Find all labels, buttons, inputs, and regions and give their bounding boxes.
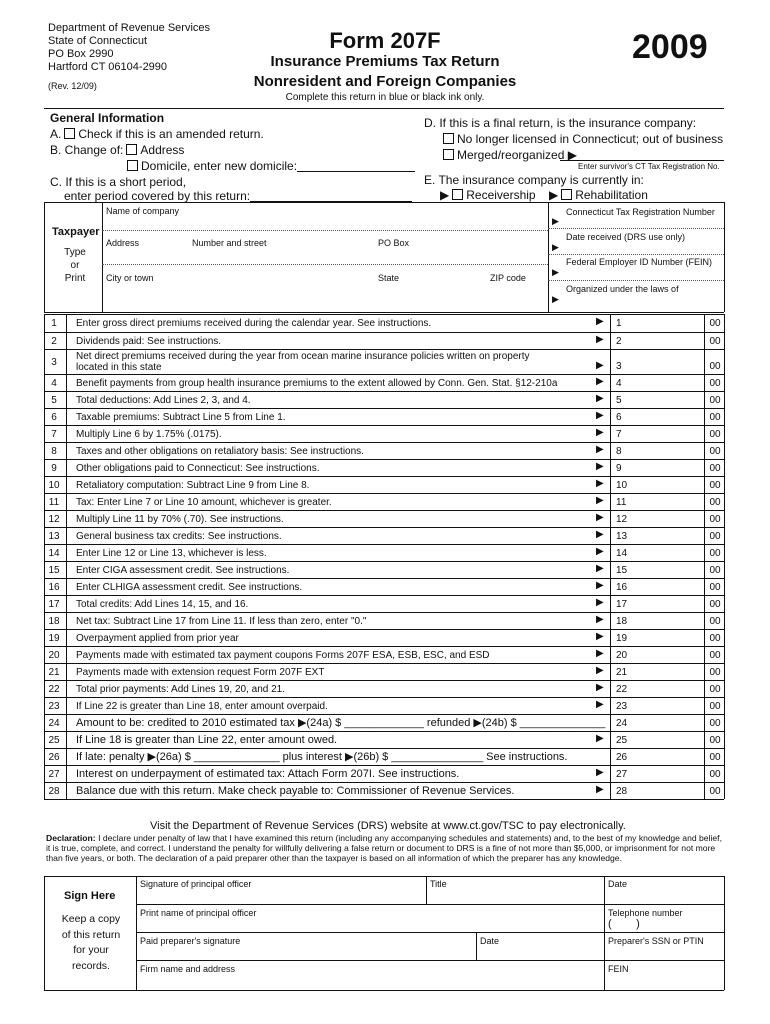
cents: 00 <box>709 531 721 542</box>
line-description: Net direct premiums received during the year from ocean marine insurance policies written on property located in this state <box>76 351 530 373</box>
organized-label: Organized under the laws of <box>566 284 679 294</box>
regno-field[interactable] <box>562 216 722 227</box>
revision: (Rev. 12/09) <box>48 81 97 91</box>
line-number: 12 <box>48 514 60 525</box>
tax-line <box>44 391 724 408</box>
arrow-icon: ▶ <box>552 242 559 252</box>
cents: 00 <box>709 565 721 576</box>
tax-line <box>44 527 724 544</box>
merged-label: Merged/reorganized <box>457 148 565 162</box>
line-description: Enter Line 12 or Line 13, whichever is less. <box>76 548 267 559</box>
form-number: Form 207F <box>329 28 441 53</box>
amount-field[interactable] <box>630 562 702 577</box>
amount-field[interactable] <box>630 333 702 348</box>
tax-line <box>44 697 724 714</box>
tax-line <box>44 493 724 510</box>
survivor-note: Enter survivor's CT Tax Registration No. <box>578 162 720 171</box>
date-label: Date <box>608 879 628 889</box>
tax-line <box>44 646 724 663</box>
address-label: Address <box>106 238 140 248</box>
arrow-icon: ▶ <box>596 334 604 345</box>
line-description: Retaliatory computation: Subtract Line 9 from Line 8. <box>76 480 310 491</box>
cents: 00 <box>709 684 721 695</box>
visit-website: Visit the Department of Revenue Services (DRS) website at www.ct.gov/TSC to pay electronically. <box>150 820 626 832</box>
preparer-signature-label: Paid preparer's signature <box>140 936 241 946</box>
tax-line <box>44 459 724 476</box>
line-description: If Line 18 is greater than Line 22, enter amount owed. <box>76 734 338 746</box>
arrow-icon: ▶ <box>596 512 604 523</box>
preparer-signature-field[interactable] <box>140 946 474 959</box>
arrow-icon: ▶ <box>596 597 604 608</box>
amount-field[interactable] <box>630 409 702 424</box>
amount-field[interactable] <box>630 443 702 458</box>
arrow-icon: ▶ <box>596 546 604 557</box>
cents: 00 <box>709 582 721 593</box>
tax-line <box>44 612 724 629</box>
item-a-label: A. <box>50 127 62 141</box>
dept-address <box>48 22 210 93</box>
keep-line: for your <box>73 944 109 956</box>
preparer-date-field[interactable] <box>480 946 602 959</box>
short-period-label: enter period covered by this return: <box>64 189 251 203</box>
amount-field[interactable] <box>630 698 702 713</box>
declaration-text: I declare under penalty of law that I have examined this return (including any accompanying schedules and statements) and, to the best of my knowledge and belief, it is true, complete, and correct. I understand the penalty for willfully delivering a false return or document to DRS is a fine of not more than $5,000, or imprisonment for not more than five years, or both. The declaration of a paid preparer other than the taxpayer is based on all information of which the preparer has any knowledge. <box>46 833 722 863</box>
amount-field[interactable] <box>630 494 702 509</box>
dept-line: PO Box 2990 <box>48 48 114 60</box>
declaration <box>46 833 726 863</box>
cents: 00 <box>709 480 721 491</box>
preparer-date-label: Date <box>480 936 500 946</box>
arrow-icon: ▶ <box>596 478 604 489</box>
tax-line <box>44 314 724 332</box>
tax-line <box>44 578 724 595</box>
line-box-number: 14 <box>616 548 628 559</box>
cents: 00 <box>709 497 721 508</box>
line-description: Other obligations paid to Connecticut: See instructions. <box>76 463 320 474</box>
line-number: 11 <box>48 497 60 508</box>
telephone-field[interactable]: ( ) <box>608 918 640 930</box>
line-number: 4 <box>51 378 57 389</box>
tax-year: 2009 <box>632 28 708 66</box>
cents: 00 <box>709 735 721 746</box>
keep-line: records. <box>72 959 110 972</box>
line-number: 5 <box>51 395 57 406</box>
change-of <box>50 142 184 158</box>
arrow-icon: ▶ <box>596 733 604 744</box>
arrow-icon: ▶ <box>596 376 604 387</box>
line-box-number: 25 <box>616 735 628 746</box>
line-box-number: 17 <box>616 599 628 610</box>
amended-option[interactable] <box>50 126 264 142</box>
line-number: 27 <box>48 769 60 780</box>
fein-field[interactable] <box>562 267 722 278</box>
dept-line: State of Connecticut <box>48 35 148 47</box>
line-box-number: 7 <box>616 429 622 440</box>
arrow-icon: ▶ <box>596 665 604 676</box>
officer-signature-field[interactable] <box>140 889 424 903</box>
amount-field[interactable] <box>630 732 702 747</box>
form-title-2: Nonresident and Foreign Companies <box>253 73 517 90</box>
line-box-number: 28 <box>616 786 628 797</box>
line-description: Enter gross direct premiums received during the calendar year. See instructions. <box>76 318 432 329</box>
tax-line <box>44 374 724 391</box>
item-b-label: B. Change of: <box>50 143 124 157</box>
line-description: Tax: Enter Line 7 or Line 10 amount, whichever is greater. <box>76 497 332 508</box>
line-box-number: 21 <box>616 667 628 678</box>
line-description: Balance due with this return. Make check payable to: Commissioner of Revenue Services. <box>76 785 515 797</box>
cents: 00 <box>709 633 721 644</box>
tax-line <box>44 408 724 425</box>
merged-checkbox[interactable] <box>443 149 454 160</box>
currently-in-question: E. The insurance company is currently in: <box>424 173 644 187</box>
no-longer-licensed-label: No longer licensed in Connecticut; out of business <box>457 132 724 146</box>
line-description: Amount to be: credited to 2010 estimated tax ▶(24a) $ _____________ refunded ▶(24b) $ ______________ <box>76 717 606 729</box>
amount-field[interactable] <box>630 315 702 331</box>
cents: 00 <box>709 336 721 347</box>
tax-line <box>44 748 724 765</box>
line-box-number: 8 <box>616 446 622 457</box>
arrow-icon: ▶ <box>596 682 604 693</box>
address-checkbox[interactable] <box>126 144 137 155</box>
keep-line: Keep a copy <box>61 913 121 925</box>
form-subtitle <box>240 52 530 92</box>
line-number: 28 <box>48 786 60 797</box>
pobox-label: PO Box <box>378 238 410 248</box>
line-box-number: 2 <box>616 336 622 347</box>
cents: 00 <box>709 463 721 474</box>
tax-line <box>44 544 724 561</box>
preparer-ssn-label: Preparer's SSN or PTIN <box>608 936 704 946</box>
rehabilitation-label: Rehabilitation <box>575 188 648 202</box>
line-description: Interest on underpayment of estimated tax: Attach Form 207I. See instructions. <box>76 768 460 780</box>
amount-field[interactable] <box>630 545 702 560</box>
line-box-number: 3 <box>616 361 622 372</box>
city-state-zip-field[interactable] <box>106 284 546 308</box>
firm-label: Firm name and address <box>140 964 236 974</box>
line-box-number: 24 <box>616 718 628 729</box>
date-received-label: Date received (DRS use only) <box>566 232 686 242</box>
tax-line <box>44 765 724 782</box>
receivership-option <box>440 187 648 203</box>
tax-line <box>44 731 724 748</box>
arrow-icon: ▶ <box>564 148 577 162</box>
state-label: State <box>378 273 400 283</box>
keep-copy-note <box>52 912 130 974</box>
line-box-number: 13 <box>616 531 628 542</box>
line-number: 19 <box>48 633 60 644</box>
cents: 00 <box>709 412 721 423</box>
tax-line <box>44 561 724 578</box>
arrow-icon: ▶ <box>596 614 604 625</box>
amount-field[interactable] <box>630 350 702 373</box>
amount-field[interactable] <box>630 477 702 492</box>
line-box-number: 27 <box>616 769 628 780</box>
amount-field[interactable] <box>630 579 702 594</box>
print-text: Print <box>64 273 86 284</box>
domicile-field[interactable] <box>297 171 415 172</box>
line-description: Taxable premiums: Subtract Line 5 from Line 1. <box>76 412 286 423</box>
line-box-number: 4 <box>616 378 622 389</box>
domicile-option <box>124 158 415 174</box>
arrow-icon: ▶ <box>596 648 604 659</box>
line-number: 15 <box>48 565 60 576</box>
line-number: 26 <box>48 752 60 763</box>
tax-line <box>44 425 724 442</box>
title-field[interactable] <box>430 889 602 903</box>
line-number: 14 <box>48 548 60 559</box>
arrow-icon: ▶ <box>596 529 604 540</box>
line-number: 8 <box>51 446 57 457</box>
taxpayer-label: Taxpayer <box>52 226 100 238</box>
arrow-icon: ▶ <box>596 495 604 506</box>
tax-line <box>44 476 724 493</box>
line-description: Payments made with estimated tax payment coupons Forms 207F ESA, ESB, ESC, and ESD <box>76 650 490 661</box>
receivership-checkbox[interactable] <box>452 189 463 200</box>
street-label: Number and street <box>192 238 267 248</box>
amount-field[interactable] <box>630 664 702 679</box>
line-number: 1 <box>51 318 57 329</box>
print-name-field[interactable] <box>140 918 602 931</box>
line-number: 23 <box>48 701 60 712</box>
company-name-field[interactable] <box>106 216 546 229</box>
line-description: Enter CLHIGA assessment credit. See instructions. <box>76 582 303 593</box>
arrow-icon: ▶ <box>596 444 604 455</box>
line-description: Taxes and other obligations on retaliatory basis: See instructions. <box>76 446 364 457</box>
regno-label: Connecticut Tax Registration Number <box>566 207 715 217</box>
line-number: 25 <box>48 735 60 746</box>
sign-here-label: Sign Here <box>64 890 116 902</box>
amount-field[interactable] <box>630 647 702 662</box>
amount-field[interactable] <box>630 375 702 390</box>
line-description: Enter CIGA assessment credit. See instructions. <box>76 565 290 576</box>
amount-field[interactable] <box>630 681 702 696</box>
receivership-label: Receivership <box>466 188 536 202</box>
cents: 00 <box>709 786 721 797</box>
final-return-question: D. If this is a final return, is the insurance company: <box>424 116 697 130</box>
address-label: Address <box>140 143 185 157</box>
or-text: or <box>70 260 80 271</box>
title-label: Title <box>430 879 447 889</box>
line-box-number: 11 <box>616 497 627 508</box>
amount-field[interactable] <box>630 596 702 611</box>
line-box-number: 19 <box>616 633 628 644</box>
line-description: Overpayment applied from prior year <box>76 633 239 644</box>
cents: 00 <box>709 548 721 559</box>
amended-text: Check if this is an amended return. <box>78 127 264 141</box>
line-box-number: 12 <box>616 514 628 525</box>
line-number: 7 <box>51 429 57 440</box>
domicile-checkbox[interactable] <box>127 160 138 171</box>
tax-line <box>44 332 724 349</box>
line-description: Multiply Line 6 by 1.75% (.0175). <box>76 429 222 440</box>
arrow-icon: ▶ <box>596 563 604 574</box>
firm-field[interactable] <box>140 974 602 988</box>
amount-field[interactable] <box>630 392 702 407</box>
line-box-number: 22 <box>616 684 628 695</box>
line-number: 24 <box>48 718 60 729</box>
amount-field[interactable] <box>630 749 702 764</box>
cents: 00 <box>709 361 721 372</box>
cents: 00 <box>709 718 721 729</box>
arrow-icon: ▶ <box>596 461 604 472</box>
line-number: 18 <box>48 616 60 627</box>
dept-line: Hartford CT 06104-2990 <box>48 61 168 73</box>
arrow-icon: ▶ <box>596 393 604 404</box>
line-box-number: 23 <box>616 701 628 712</box>
line-box-number: 16 <box>616 582 628 593</box>
amount-field[interactable] <box>630 783 702 798</box>
line-box-number: 1 <box>616 318 622 329</box>
line-number: 20 <box>48 650 60 661</box>
declaration-label: Declaration: <box>46 833 96 843</box>
officer-signature-label: Signature of principal officer <box>140 879 252 889</box>
domicile-label: Domicile, enter new domicile: <box>141 159 298 173</box>
line-description: Payments made with extension request Form 207F EXT <box>76 667 325 678</box>
type-or-print <box>58 246 92 285</box>
cents: 00 <box>709 616 721 627</box>
arrow-icon: ▶ <box>440 188 450 202</box>
tax-lines <box>44 314 724 799</box>
cents: 00 <box>709 318 721 329</box>
line-description: Net tax: Subtract Line 17 from Line 11. If less than zero, enter "0." <box>76 616 367 627</box>
arrow-icon: ▶ <box>552 216 559 226</box>
arrow-icon: ▶ <box>548 188 559 202</box>
company-name-label: Name of company <box>106 206 180 216</box>
line-description: Benefit payments from group health insurance premiums to the extent allowed by Conn. Gen. Stat. §12-210a <box>76 378 558 389</box>
cents: 00 <box>709 395 721 406</box>
arrow-icon: ▶ <box>596 410 604 421</box>
tax-line <box>44 595 724 612</box>
amount-field[interactable] <box>630 613 702 628</box>
arrow-icon: ▶ <box>596 580 604 591</box>
amount-field[interactable] <box>630 460 702 475</box>
preparer-ssn-field[interactable] <box>608 946 722 959</box>
tax-line <box>44 349 724 374</box>
tax-line <box>44 714 724 731</box>
amount-field[interactable] <box>630 630 702 645</box>
dept-line: Department of Revenue Services <box>48 22 211 34</box>
line-number: 2 <box>51 336 57 347</box>
tax-line <box>44 680 724 697</box>
arrow-icon: ▶ <box>596 316 604 327</box>
rehabilitation-checkbox[interactable] <box>561 189 572 200</box>
arrow-icon: ▶ <box>552 267 559 277</box>
line-number: 3 <box>51 357 57 368</box>
amount-field[interactable] <box>630 766 702 781</box>
line-box-number: 15 <box>616 565 628 576</box>
short-period-1: C. If this is a short period, <box>50 175 187 189</box>
line-description: Total deductions: Add Lines 2, 3, and 4. <box>76 395 251 406</box>
ink-note: Complete this return in blue or black ink only. <box>285 92 485 103</box>
print-name-label: Print name of principal officer <box>140 908 257 918</box>
line-description: Dividends paid: See instructions. <box>76 336 222 347</box>
cents: 00 <box>709 650 721 661</box>
line-number: 16 <box>48 582 60 593</box>
arrow-icon: ▶ <box>552 294 559 304</box>
tax-line <box>44 510 724 527</box>
line-description: If Line 22 is greater than Line 18, enter amount overpaid. <box>76 701 328 712</box>
arrow-icon: ▶ <box>596 784 604 795</box>
preparer-fein-field[interactable] <box>608 974 722 988</box>
telephone-label: Telephone number <box>608 908 683 918</box>
tax-line <box>44 442 724 459</box>
merged-option <box>440 147 577 163</box>
no-longer-licensed-checkbox[interactable] <box>443 133 454 144</box>
form-title-1: Insurance Premiums Tax Return <box>270 53 500 70</box>
fein-label: Federal Employer ID Number (FEIN) <box>566 257 713 267</box>
arrow-icon: ▶ <box>596 699 604 710</box>
keep-line: of this return <box>61 928 121 941</box>
tax-line <box>44 782 724 799</box>
cents: 00 <box>709 514 721 525</box>
line-box-number: 5 <box>616 395 622 406</box>
line-number: 17 <box>48 599 60 610</box>
tax-line <box>44 629 724 646</box>
date-field[interactable] <box>608 889 722 903</box>
address-field[interactable] <box>106 248 546 262</box>
arrow-icon: ▶ <box>596 767 604 778</box>
no-longer-licensed-option <box>440 131 723 147</box>
amount-field[interactable] <box>630 511 702 526</box>
cents: 00 <box>709 378 721 389</box>
city-label: City or town <box>106 273 154 283</box>
line-box-number: 18 <box>616 616 628 627</box>
amount-field[interactable] <box>630 715 702 730</box>
arrow-icon: ▶ <box>596 631 604 642</box>
amount-field[interactable] <box>630 426 702 441</box>
type-text: Type <box>64 247 86 258</box>
line-number: 9 <box>51 463 57 474</box>
tax-line <box>44 663 724 680</box>
arrow-icon: ▶ <box>596 360 604 371</box>
line-description: General business tax credits: See instructions. <box>76 531 282 542</box>
line-description: Multiply Line 11 by 70% (.70). See instructions. <box>76 514 284 525</box>
line-description: Total prior payments: Add Lines 19, 20, and 21. <box>76 684 286 695</box>
line-box-number: 9 <box>616 463 622 474</box>
cents: 00 <box>709 752 721 763</box>
line-number: 13 <box>48 531 60 542</box>
general-heading: General Information <box>50 111 165 125</box>
cents: 00 <box>709 667 721 678</box>
line-description: If late: penalty ▶(26a) $ ______________ plus interest ▶(26b) $ _______________ See instructions. <box>76 751 568 763</box>
line-box-number: 10 <box>616 480 628 491</box>
cents: 00 <box>709 599 721 610</box>
cents: 00 <box>709 446 721 457</box>
arrow-icon: ▶ <box>596 427 604 438</box>
line-number: 22 <box>48 684 60 695</box>
organized-field[interactable] <box>562 294 722 308</box>
line-box-number: 26 <box>616 752 628 763</box>
amended-checkbox[interactable] <box>64 128 75 139</box>
line-number: 21 <box>48 667 60 678</box>
cents: 00 <box>709 701 721 712</box>
fein-label: FEIN <box>608 964 629 974</box>
line-description: Total credits: Add Lines 14, 15, and 16. <box>76 599 249 610</box>
cents: 00 <box>709 769 721 780</box>
line-number: 10 <box>48 480 60 491</box>
line-box-number: 20 <box>616 650 628 661</box>
amount-field[interactable] <box>630 528 702 543</box>
line-box-number: 6 <box>616 412 622 423</box>
zip-label: ZIP code <box>490 273 526 283</box>
cents: 00 <box>709 429 721 440</box>
line-number: 6 <box>51 412 57 423</box>
